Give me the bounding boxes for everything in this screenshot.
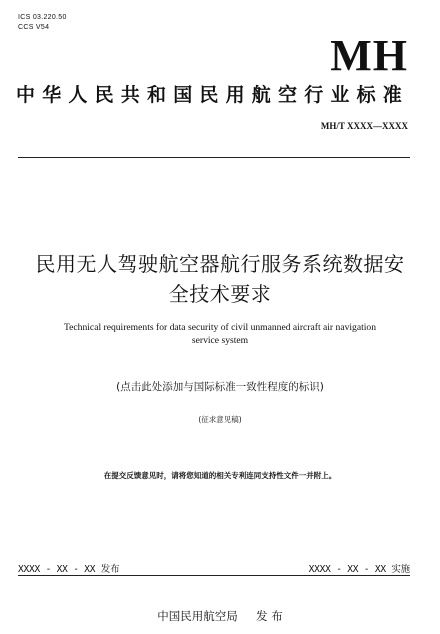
issue-date: XXXX - XX - XX 发布	[18, 564, 120, 575]
standard-number: MH/T XXXX—XXXX	[320, 121, 408, 131]
document-title-zh-line1: 民用无人驾驶航空器航行服务系统数据安	[35, 252, 405, 276]
document-title-zh-line2: 全技术要求	[168, 282, 272, 306]
document-title-en-line1: Technical requirements for data security of civil unmanned aircraft air navigation	[63, 322, 377, 333]
implementation-date: XXXX - XX - XX 实施	[308, 564, 410, 575]
footer-divider	[18, 575, 410, 576]
document-title-en-line2: service system	[191, 335, 249, 346]
ccs-code: CCS V54	[18, 24, 50, 31]
header-divider	[18, 157, 410, 158]
consistency-note: (点击此处添加与国际标准一致性程度的标识)	[116, 381, 324, 393]
patent-notice: 在提交反馈意见时，请将您知道的相关专利连同支持性文件一并附上。	[103, 471, 337, 480]
publisher: 中国民用航空局 发 布	[157, 609, 283, 623]
standard-name: 中华人民共和国民用航空行业标准	[16, 84, 410, 106]
mh-logo: MH	[330, 31, 408, 80]
ics-code: ICS 03.220.50	[18, 14, 67, 21]
draft-status: (征求意见稿)	[198, 415, 242, 424]
